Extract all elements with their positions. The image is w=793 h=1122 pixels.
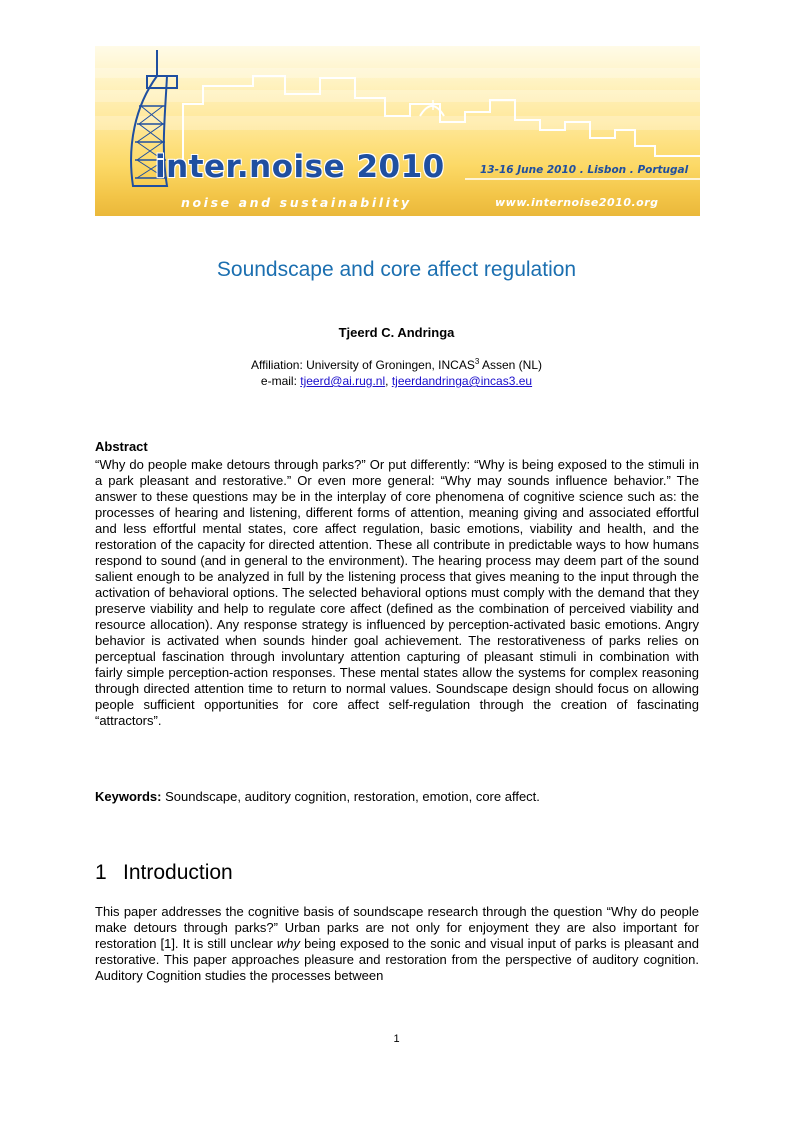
affiliation-suffix: Assen (NL) (479, 358, 543, 372)
conference-logo-text: inter.noise 2010 (155, 149, 445, 185)
intro-emphasis: why (276, 936, 301, 951)
conference-banner (95, 46, 700, 216)
email-label: e-mail: (260, 374, 301, 388)
paper-title: Soundscape and core affect regulation (216, 258, 577, 281)
keywords-line (95, 789, 699, 805)
conference-url: www.internoise2010.org (495, 196, 659, 209)
section-heading-introduction (95, 861, 233, 885)
affiliation-superscript: 3 (474, 357, 480, 366)
section-number: 1 (95, 861, 107, 884)
abstract-heading: Abstract (95, 439, 148, 454)
email-link-primary[interactable]: tjeerd@ai.rug.nl (300, 374, 386, 388)
affiliation-prefix: Affiliation: University of Groningen, INCAS (250, 358, 475, 372)
affiliation-line (0, 357, 793, 373)
author-name: Tjeerd C. Andringa (338, 325, 455, 340)
introduction-text (95, 904, 699, 984)
lisbon-skyline-illustration (95, 46, 700, 216)
conference-tagline: noise and sustainability (181, 195, 412, 210)
intro-part-1: This paper addresses the cognitive basis of soundscape research through the question “Why do people make detours through parks?” Urban parks are not only for enjoyment they are also important for restoration [1]. It is still unclear (95, 904, 699, 951)
conference-dates: 13-16 June 2010 . Lisbon . Portugal (480, 164, 689, 176)
affiliation-block (0, 357, 793, 389)
email-line (0, 373, 793, 389)
abstract-text: “Why do people make detours through parks?” Or put differently: “Why is being exposed to the stimuli in a park pleasant and restorative.” Or even more general: “Why may sounds influence behavior.” The answer to these questions may be in the interplay of core phenomena of cognitive science such as: the processes of hearing and listening, different forms of attention, meaning giving and associated effortful and less effortful mental states, core affect regulation, basic emotions, viability and health, and the restoration of the capacity for directed attention. These all contribute in predictable ways to how humans respond to sound (and in general to the environment). The hearing process may deem part of the sound salient enough to be analyzed in full by the listening process that gives meaning to the input through the activation of behavioral options. The selected behavioral options must comply with the demand that they preserve viability and help to regulate core affect (defined as the combination of perceived viability and resource allocation). Any response strategy is influenced by perception-activated basic emotions. Angry behavior is activated when sounds hinder goal achievement. The restorativeness of parks relies on perceptual fascination through involuntary attention capturing of pleasant stimuli in combination with fairly simple perception-action responses. These mental states allow the systems for complex reasoning through directed attention time to return to normal values. Soundscape design should focus on allowing people sufficient opportunities for core affect self-regulation through the creation of fascinating “attractors”. (95, 457, 699, 728)
intro-part-2: being exposed to the sonic and visual input of parks is pleasant and restorative. This paper approaches pleasure and restoration from the perspective of auditory cognition. Auditory Cognition studies the processes between (95, 936, 700, 983)
email-separator: , (385, 374, 392, 388)
tower-top (147, 76, 177, 88)
keywords-list: Soundscape, auditory cognition, restoration, emotion, core affect. (161, 789, 540, 804)
section-title: Introduction (123, 861, 233, 884)
email-link-secondary[interactable]: tjeerdandringa@incas3.eu (391, 374, 533, 388)
keywords-label: Keywords: (95, 789, 162, 804)
page-number: 1 (393, 1033, 400, 1045)
